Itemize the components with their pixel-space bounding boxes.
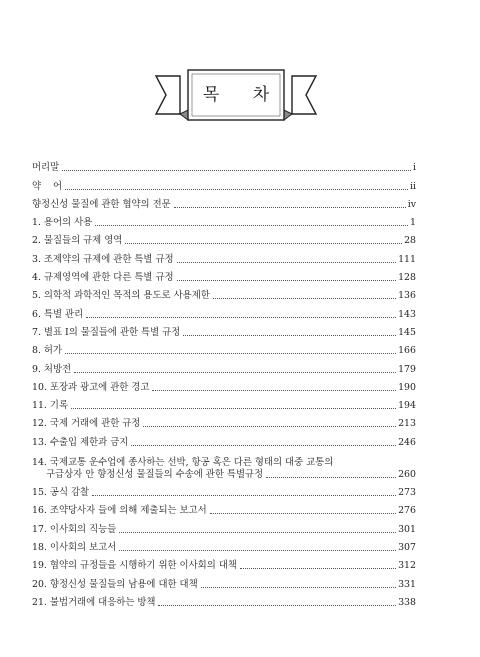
toc-entry	[32, 412, 416, 430]
toc-entry	[32, 174, 416, 192]
dot-leader	[210, 513, 396, 514]
toc-entry	[32, 357, 416, 375]
toc-entry-page: 276	[398, 505, 416, 517]
dot-leader	[158, 605, 396, 606]
toc-entry-page: 28	[404, 235, 416, 247]
toc-entry-page: iv	[407, 198, 416, 210]
title-banner	[150, 66, 322, 122]
toc-entry-page: 145	[398, 326, 416, 338]
dot-leader	[266, 477, 396, 478]
dot-leader	[71, 408, 396, 409]
toc-entry-title: 15. 공식 감찰	[32, 487, 92, 499]
toc-entry	[32, 536, 416, 554]
dot-leader	[131, 445, 396, 446]
toc-entry	[32, 394, 416, 412]
toc-entry-title: 14. 국제교통 운수업에 종사하는 선박, 항공 혹은 다른 형태의 대중 교통의	[32, 456, 334, 468]
toc-entry	[32, 193, 416, 211]
toc-entry	[32, 229, 416, 247]
toc-entry	[32, 284, 416, 302]
toc-entry-title: 9. 처방전	[32, 364, 74, 376]
dot-leader	[143, 426, 396, 427]
toc-entry	[32, 321, 416, 339]
dot-leader	[74, 372, 396, 373]
toc-entry-title: 10. 포장과 광고에 관한 경고	[32, 382, 152, 394]
toc-entry-title: 7. 별표 I의 물질들에 관한 특별 규정	[32, 327, 183, 339]
toc-entry	[32, 499, 416, 517]
toc-entry-title: 17. 이사회의 직능들	[32, 524, 119, 536]
dot-leader	[119, 550, 396, 551]
toc-entry-title: 향정신성 물질에 관한 협약의 전문	[32, 199, 174, 211]
toc-entry-title: 머리말	[32, 162, 62, 174]
toc-entry	[32, 572, 416, 590]
toc-entry-title: 6. 특별 관리	[32, 309, 86, 321]
toc-entry	[32, 430, 416, 448]
toc-entry-page: 338	[398, 596, 416, 608]
toc-entry-title: 18. 이사회의 보고서	[32, 542, 119, 554]
toc-entry-title: 20. 향정신성 물질들의 남용에 대한 대책	[32, 579, 201, 591]
toc-entry-title: 약 어	[32, 181, 65, 193]
dot-leader	[177, 280, 397, 281]
toc-entry-page: 190	[398, 381, 416, 393]
dot-leader	[240, 568, 396, 569]
dot-leader	[183, 335, 396, 336]
toc-entry-page: 128	[398, 272, 416, 284]
toc-entry-title: 12. 국제 거래에 관한 규정	[32, 418, 143, 430]
dot-leader	[177, 262, 397, 263]
toc-entry-page: 166	[398, 345, 416, 357]
toc-entry	[32, 211, 416, 229]
toc-entry-page: 136	[398, 290, 416, 302]
toc-entry-title: 8. 허가	[32, 345, 65, 357]
toc-entry	[32, 266, 416, 284]
toc-entry-page: 331	[398, 578, 416, 590]
toc-entry-page: 1	[410, 217, 416, 229]
toc-entry	[32, 481, 416, 499]
toc-entry-title-continued: 구급상자 안 향정신성 물질들의 수송에 관한 특별규정	[46, 468, 264, 480]
dot-leader	[119, 532, 396, 533]
dot-leader	[95, 225, 408, 226]
dot-leader	[62, 170, 411, 171]
toc-entry-title: 2. 물질들의 규제 영역	[32, 235, 125, 247]
toc-entry-title: 11. 기록	[32, 400, 71, 412]
toc-entry	[32, 449, 416, 481]
dot-leader	[213, 298, 396, 299]
toc-entry-page: ii	[410, 180, 416, 192]
toc-entry-page: 307	[398, 541, 416, 553]
dot-leader	[201, 587, 396, 588]
toc-entry-title: 16. 조약당사자 들에 의해 제출되는 보고서	[32, 505, 210, 517]
toc-entry-title: 4. 규제영역에 관한 다른 특별 규정	[32, 272, 177, 284]
toc-entry-page: 246	[398, 436, 416, 448]
toc-entry-page: 273	[398, 487, 416, 499]
dot-leader	[86, 317, 396, 318]
toc-entry-title: 19. 협약의 규정들을 시행하기 위한 이사회의 대책	[32, 560, 240, 572]
page-title: 목 차	[202, 85, 284, 105]
toc-entry-page: 312	[398, 560, 416, 572]
toc-entry-title: 5. 의학적 과학적인 목적의 용도로 사용제한	[32, 290, 213, 302]
dot-leader	[152, 390, 396, 391]
toc-entry	[32, 302, 416, 320]
dot-leader	[65, 189, 408, 190]
toc-entry-page: 213	[398, 418, 416, 430]
toc-entry	[32, 247, 416, 265]
dot-leader	[65, 353, 396, 354]
toc-entry-title: 13. 수출입 제한과 금지	[32, 437, 131, 449]
toc-entry	[32, 517, 416, 535]
toc-entry	[32, 339, 416, 357]
toc-entry	[32, 554, 416, 572]
toc-entry-page: i	[413, 162, 416, 174]
toc-entry-page: 260	[398, 468, 416, 480]
toc-entry-page: 194	[398, 400, 416, 412]
toc-entry	[32, 376, 416, 394]
dot-leader	[125, 243, 402, 244]
toc-entry-title: 1. 용어의 사용	[32, 217, 95, 229]
toc-entry-page: 143	[398, 308, 416, 320]
toc-entry	[32, 591, 416, 609]
toc-entry-page: 111	[398, 253, 416, 265]
toc-entry-page: 179	[398, 363, 416, 375]
toc-entry	[32, 156, 416, 174]
toc-entry-title: 21. 불법거래에 대응하는 방책	[32, 597, 158, 609]
table-of-contents	[32, 156, 416, 609]
dot-leader	[92, 495, 396, 496]
toc-entry-title: 3. 조제약의 규제에 관한 특별 규정	[32, 254, 177, 266]
toc-entry-page: 301	[398, 523, 416, 535]
dot-leader	[174, 207, 406, 208]
